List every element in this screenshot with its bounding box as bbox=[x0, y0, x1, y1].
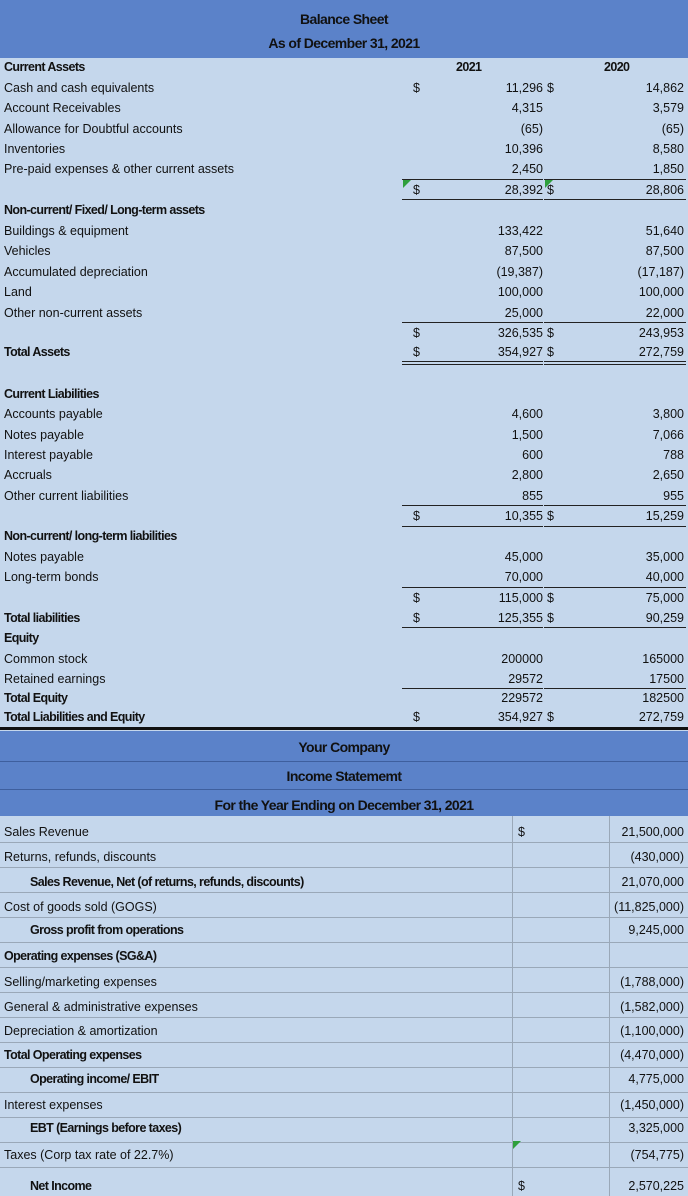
value-2021: 45,000 bbox=[504, 550, 543, 564]
income-row-value: (1,100,000) bbox=[620, 1024, 684, 1038]
noncurrent-liabilities-total-2021: 115,000 bbox=[498, 591, 543, 605]
current-liabilities-total-2020: 15,259 bbox=[645, 509, 684, 523]
dollar-sign: $ bbox=[518, 1179, 525, 1193]
value-2020: 2,650 bbox=[652, 468, 684, 482]
income-statement-period: For the Year Ending on December 31, 2021 bbox=[214, 797, 474, 813]
income-row-label: Cost of goods sold (GOGS) bbox=[4, 900, 157, 914]
value-2021: (65) bbox=[520, 122, 543, 136]
current-assets-total-2020: 28,806 bbox=[645, 183, 684, 197]
income-row-value: (1,788,000) bbox=[620, 975, 684, 989]
dollar-sign: $ bbox=[413, 591, 420, 605]
total-liabilities-2020: 90,259 bbox=[645, 611, 684, 625]
income-row-label: Depreciation & amortization bbox=[4, 1024, 158, 1038]
value-2021: 200000 bbox=[501, 652, 543, 666]
year-2020-header: 2020 bbox=[604, 60, 630, 74]
value-2021: 70,000 bbox=[504, 570, 543, 584]
rule bbox=[544, 505, 686, 506]
dollar-sign: $ bbox=[547, 611, 554, 625]
income-row-value: (11,825,000) bbox=[614, 900, 684, 914]
dollar-sign: $ bbox=[547, 183, 554, 197]
rule bbox=[544, 322, 686, 323]
value-2021: 100,000 bbox=[497, 285, 543, 299]
rule bbox=[0, 761, 688, 762]
dollar-sign: $ bbox=[547, 591, 554, 605]
total-liabilities-label: Total liabilities bbox=[4, 611, 80, 625]
value-2021: 10,396 bbox=[504, 142, 543, 156]
row-label: Allowance for Doubtful accounts bbox=[4, 122, 183, 136]
income-row-value: 3,325,000 bbox=[628, 1121, 684, 1135]
rule bbox=[402, 179, 543, 180]
value-2021: 11,296 bbox=[505, 81, 543, 95]
value-2020: 8,580 bbox=[652, 142, 684, 156]
row-label: Accounts payable bbox=[4, 407, 103, 421]
dollar-sign: $ bbox=[547, 326, 554, 340]
row-label: Inventories bbox=[4, 142, 66, 156]
income-row-value: (430,000) bbox=[630, 850, 684, 864]
rule bbox=[544, 361, 686, 362]
value-2020: 22,000 bbox=[645, 306, 684, 320]
income-row-label: General & administrative expenses bbox=[4, 1000, 198, 1014]
income-row-label: Interest expenses bbox=[4, 1098, 103, 1112]
income-row-value: (754,775) bbox=[630, 1148, 684, 1162]
income-row-label: Returns, refunds, discounts bbox=[4, 850, 157, 864]
value-2020: 788 bbox=[663, 448, 684, 462]
row-label: Long-term bonds bbox=[4, 570, 99, 584]
rule bbox=[402, 505, 543, 506]
current-assets-heading: Current Assets bbox=[4, 60, 85, 74]
rule bbox=[402, 627, 543, 628]
noncurrent-assets-heading: Non-current/ Fixed/ Long-term assets bbox=[4, 203, 205, 217]
value-2020: 87,500 bbox=[645, 244, 684, 258]
row-label: Buildings & equipment bbox=[4, 224, 129, 238]
value-2020: 3,579 bbox=[652, 101, 684, 115]
income-row-label: Gross profit from operations bbox=[30, 923, 184, 937]
net-income-value: 2,570,225 bbox=[628, 1179, 684, 1193]
dollar-sign: $ bbox=[547, 710, 554, 724]
dollar-sign: $ bbox=[413, 326, 420, 340]
total-equity-2020: 182500 bbox=[642, 691, 684, 705]
value-2021: 87,500 bbox=[504, 244, 543, 258]
value-2020: 1,850 bbox=[652, 162, 684, 176]
rule bbox=[544, 587, 686, 588]
row-label: Cash and cash equivalents bbox=[4, 81, 155, 95]
current-assets-total-2021: 28,392 bbox=[504, 183, 543, 197]
value-2021: 1,500 bbox=[511, 428, 543, 442]
row-label: Interest payable bbox=[4, 448, 93, 462]
net-income-label: Net Income bbox=[30, 1179, 92, 1193]
noncurrent-assets-total-2020: 243,953 bbox=[638, 326, 684, 340]
row-label: Accruals bbox=[4, 468, 52, 482]
rule bbox=[402, 199, 543, 200]
value-2021: 29572 bbox=[508, 672, 543, 686]
rule bbox=[0, 789, 688, 790]
income-row-value: 4,775,000 bbox=[628, 1072, 684, 1086]
total-liabilities-equity-label: Total Liabilities and Equity bbox=[4, 710, 145, 724]
total-liabilities-equity-2021: 354,927 bbox=[497, 710, 543, 724]
rule bbox=[402, 587, 543, 588]
total-equity-2021: 229572 bbox=[501, 691, 543, 705]
rule bbox=[544, 526, 686, 527]
dollar-sign: $ bbox=[547, 509, 554, 523]
value-2021: 600 bbox=[522, 448, 543, 462]
income-row-value: (1,582,000) bbox=[620, 1000, 684, 1014]
balance-sheet-subtitle: As of December 31, 2021 bbox=[268, 35, 420, 51]
income-row-label: Total Operating expenses bbox=[4, 1048, 142, 1062]
year-2021-header: 2021 bbox=[456, 60, 482, 74]
value-2021: (19,387) bbox=[496, 265, 543, 279]
rule bbox=[402, 526, 543, 527]
row-label: Other non-current assets bbox=[4, 306, 143, 320]
income-row-label: Operating income/ EBIT bbox=[30, 1072, 159, 1086]
row-label: Account Receivables bbox=[4, 101, 121, 115]
value-2021: 855 bbox=[522, 489, 543, 503]
rule bbox=[402, 361, 543, 362]
value-2020: 51,640 bbox=[645, 224, 684, 238]
rule bbox=[544, 179, 686, 180]
value-2020: 14,862 bbox=[645, 81, 684, 95]
income-row bbox=[0, 820, 688, 843]
noncurrent-assets-total-2021: 326,535 bbox=[497, 326, 543, 340]
rule bbox=[544, 364, 686, 365]
value-2020: 955 bbox=[663, 489, 684, 503]
rule bbox=[544, 199, 686, 200]
equity-heading: Equity bbox=[4, 631, 39, 645]
dollar-sign: $ bbox=[413, 710, 420, 724]
total-assets-2020: 272,759 bbox=[638, 345, 684, 359]
income-row-value: 9,245,000 bbox=[628, 923, 684, 937]
value-2021: 4,315 bbox=[511, 101, 543, 115]
row-label: Other current liabilities bbox=[4, 489, 129, 503]
row-label: Notes payable bbox=[4, 428, 84, 442]
dollar-sign: $ bbox=[413, 509, 420, 523]
total-assets-2021: 354,927 bbox=[497, 345, 543, 359]
income-row-value: (4,470,000) bbox=[620, 1048, 684, 1062]
income-row-value: (1,450,000) bbox=[620, 1098, 684, 1112]
value-2020: 35,000 bbox=[645, 550, 684, 564]
total-assets-label: Total Assets bbox=[4, 345, 70, 359]
dollar-sign: $ bbox=[413, 345, 420, 359]
total-equity-label: Total Equity bbox=[4, 691, 68, 705]
income-row-value: 21,070,000 bbox=[621, 875, 684, 889]
total-liabilities-equity-2020: 272,759 bbox=[638, 710, 684, 724]
row-label: Common stock bbox=[4, 652, 88, 666]
current-liabilities-heading: Current Liabilities bbox=[4, 387, 99, 401]
value-2020: 100,000 bbox=[638, 285, 684, 299]
income-statement-title: Income Statememt bbox=[286, 768, 402, 784]
value-2020: (17,187) bbox=[637, 265, 684, 279]
income-row-label: Sales Revenue, Net (of returns, refunds, discounts) bbox=[30, 875, 304, 889]
dollar-sign: $ bbox=[518, 825, 525, 839]
income-row-label: Sales Revenue bbox=[4, 825, 89, 839]
row-label: Vehicles bbox=[4, 244, 51, 258]
noncurrent-liabilities-heading: Non-current/ long-term liabilities bbox=[4, 529, 177, 543]
noncurrent-liabilities-total-2020: 75,000 bbox=[645, 591, 684, 605]
rule bbox=[402, 364, 543, 365]
dollar-sign: $ bbox=[413, 183, 420, 197]
balance-sheet-title: Balance Sheet bbox=[300, 11, 388, 27]
section-divider bbox=[0, 727, 688, 730]
value-2021: 2,800 bbox=[511, 468, 543, 482]
income-row-value: 21,500,000 bbox=[621, 825, 684, 839]
dollar-sign: $ bbox=[413, 611, 420, 625]
total-liabilities-2021: 125,355 bbox=[497, 611, 543, 625]
dollar-sign: $ bbox=[547, 81, 554, 95]
rule bbox=[402, 688, 543, 689]
rule bbox=[402, 322, 543, 323]
value-2020: 7,066 bbox=[652, 428, 684, 442]
value-2020: 40,000 bbox=[645, 570, 684, 584]
value-2020: (65) bbox=[661, 122, 684, 136]
value-2021: 2,450 bbox=[511, 162, 543, 176]
row-label: Notes payable bbox=[4, 550, 84, 564]
dollar-sign: $ bbox=[413, 81, 420, 95]
row-label: Pre-paid expenses & other current assets bbox=[4, 162, 234, 176]
income-row-label: Operating expenses (SG&A) bbox=[4, 949, 157, 963]
dollar-sign: $ bbox=[547, 345, 554, 359]
income-row-label: Taxes (Corp tax rate of 22.7%) bbox=[4, 1148, 174, 1162]
value-2020: 17500 bbox=[649, 672, 684, 686]
income-row-label: Selling/marketing expenses bbox=[4, 975, 157, 989]
income-row-label: EBT (Earnings before taxes) bbox=[30, 1121, 182, 1135]
row-label: Retained earnings bbox=[4, 672, 106, 686]
value-2021: 133,422 bbox=[497, 224, 543, 238]
row-label: Land bbox=[4, 285, 32, 299]
company-name: Your Company bbox=[298, 739, 390, 755]
value-2020: 3,800 bbox=[652, 407, 684, 421]
row-label: Accumulated depreciation bbox=[4, 265, 148, 279]
value-2021: 4,600 bbox=[511, 407, 543, 421]
value-2021: 25,000 bbox=[504, 306, 543, 320]
value-2020: 165000 bbox=[642, 652, 684, 666]
rule bbox=[544, 688, 686, 689]
current-liabilities-total-2021: 10,355 bbox=[504, 509, 543, 523]
rule bbox=[544, 627, 686, 628]
income-row bbox=[0, 1095, 688, 1118]
